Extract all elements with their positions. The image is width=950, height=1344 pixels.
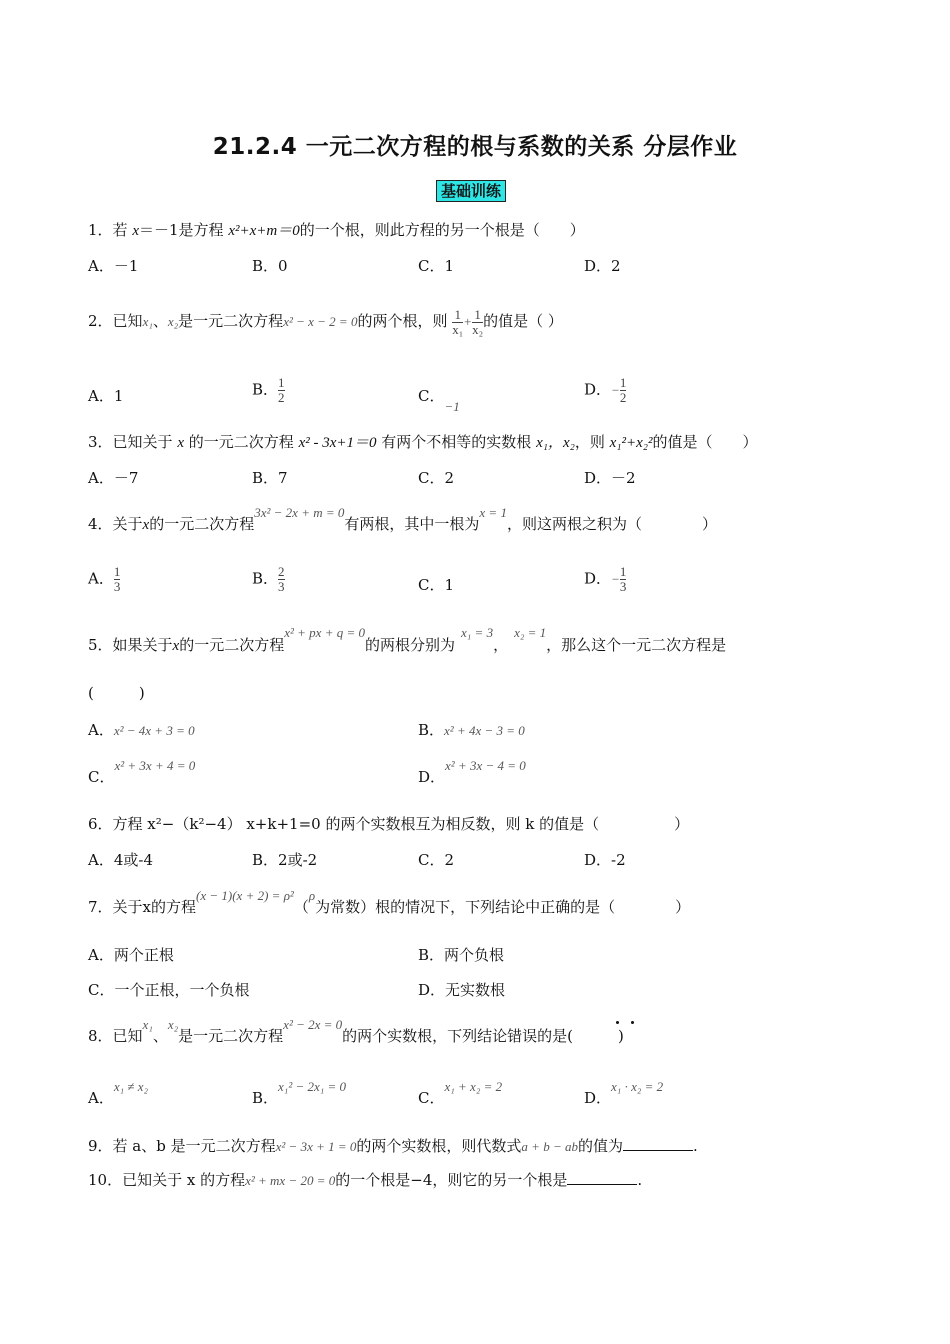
q2-option-a: A．1 <box>88 387 124 405</box>
question-3: 3．已知关于 x 的一元二次方程 x² - 3x+1＝0 有两个不相等的实数根 x₁，x₂，则 x₁²+x₂²的值是（ ） <box>88 433 758 451</box>
question-2: 2．已知x₁、x₂是一元二次方程x² − x − 2 = 0的两个根，则 $\frac{1}{\text{x₁}}$ + $\frac{1}{\text{x₂}}$ 的值是（ ） <box>88 306 563 337</box>
q2-option-b: B． $\frac{1}{2}$ <box>252 375 285 405</box>
page-title: 21.2.4 一元二次方程的根与系数的关系 分层作业 <box>212 134 738 160</box>
question-1: 1．若 x＝－1是方程 x²+x+m＝0的一个根，则此方程的另一个根是（ ） <box>88 221 585 239</box>
q2-option-c: C．−1 <box>418 387 460 414</box>
q8-option-d: D．x₁ · x₂ = 2 <box>584 1079 664 1107</box>
q1-option-c: C．1 <box>418 257 455 275</box>
emphasis-dot <box>616 1021 619 1024</box>
q7-option-b: B．两个负根 <box>418 946 505 964</box>
q9-answer-blank[interactable] <box>623 1136 693 1151</box>
q6-option-c: C．2 <box>418 851 455 869</box>
q5-answer-paren: ( ) <box>88 684 145 702</box>
question-4: 4．关于x的一元二次方程3x² − 2x + m = 0有两根，其中一根为x = 1，则这两根之积为（ ） <box>88 505 717 533</box>
q3-option-b: B．7 <box>252 469 288 487</box>
q4-option-c: C．1 <box>418 576 455 594</box>
q2-option-d: D．− $\frac{1}{2}$ <box>584 375 627 405</box>
q8-option-a: A．x₁ ≠ x₂ <box>88 1079 149 1107</box>
q6-option-d: D．-2 <box>584 851 626 869</box>
q3-option-d: D．－2 <box>584 469 636 487</box>
question-5: 5．如果关于x的一元二次方程x² + px + q = 0的两根分别为x₁ = 3，x₂ = 1，那么这个一元二次方程是 <box>88 625 727 654</box>
q6-option-b: B．2或-2 <box>252 851 318 869</box>
q1-option-d: D．2 <box>584 257 621 275</box>
q5-option-c: C．x² + 3x + 4 = 0 <box>88 758 196 786</box>
q8-option-b: B．x₁² − 2x₁ = 0 <box>252 1079 347 1107</box>
question-8: 8．已知x₁、x₂是一元二次方程x² − 2x = 0的两个实数根，下列结论错误的是( ) <box>88 1017 624 1045</box>
q1-option-b: B．0 <box>252 257 288 275</box>
q7-option-d: D．无实数根 <box>418 981 506 999</box>
question-10: 10．已知关于 x 的方程x² + mx − 20 = 0的一个根是−4，则它的另一个根是 . <box>88 1171 643 1189</box>
q1-option-a: A．－1 <box>88 257 139 275</box>
q5-option-d: D．x² + 3x − 4 = 0 <box>418 758 526 786</box>
q4-option-b: B． $\frac{2}{3}$ <box>252 564 285 594</box>
q5-option-b: B．x² + 4x − 3 = 0 <box>418 721 525 739</box>
question-9: 9．若 a、b 是一元二次方程x² − 3x + 1 = 0的两个实数根，则代数式a + b − ab的值为 . <box>88 1137 698 1155</box>
question-6: 6．方程 x²−（k²−4） x+k+1=0 的两个实数根互为相反数，则 k 的值是（ ） <box>88 815 690 833</box>
q7-option-a: A．两个正根 <box>88 946 174 964</box>
q3-option-a: A．－7 <box>88 469 139 487</box>
q3-option-c: C．2 <box>418 469 455 487</box>
q5-option-a: A．x² − 4x + 3 = 0 <box>88 721 195 739</box>
q7-option-c: C．一个正根，一个负根 <box>88 981 250 999</box>
q4-option-a: A． $\frac{1}{3}$ <box>88 564 121 594</box>
section-label: 基础训练 <box>436 180 506 202</box>
q8-option-c: C．x₁ + x₂ = 2 <box>418 1079 503 1107</box>
emphasis-dot <box>631 1021 634 1024</box>
q4-option-d: D．− $\frac{1}{3}$ <box>584 564 627 594</box>
q6-option-a: A．4或-4 <box>88 851 153 869</box>
q10-answer-blank[interactable] <box>567 1170 637 1185</box>
question-7: 7．关于x的方程(x − 1)(x + 2) = ρ²（ρ为常数）根的情况下，下列结论中正确的是（ ） <box>88 888 691 916</box>
